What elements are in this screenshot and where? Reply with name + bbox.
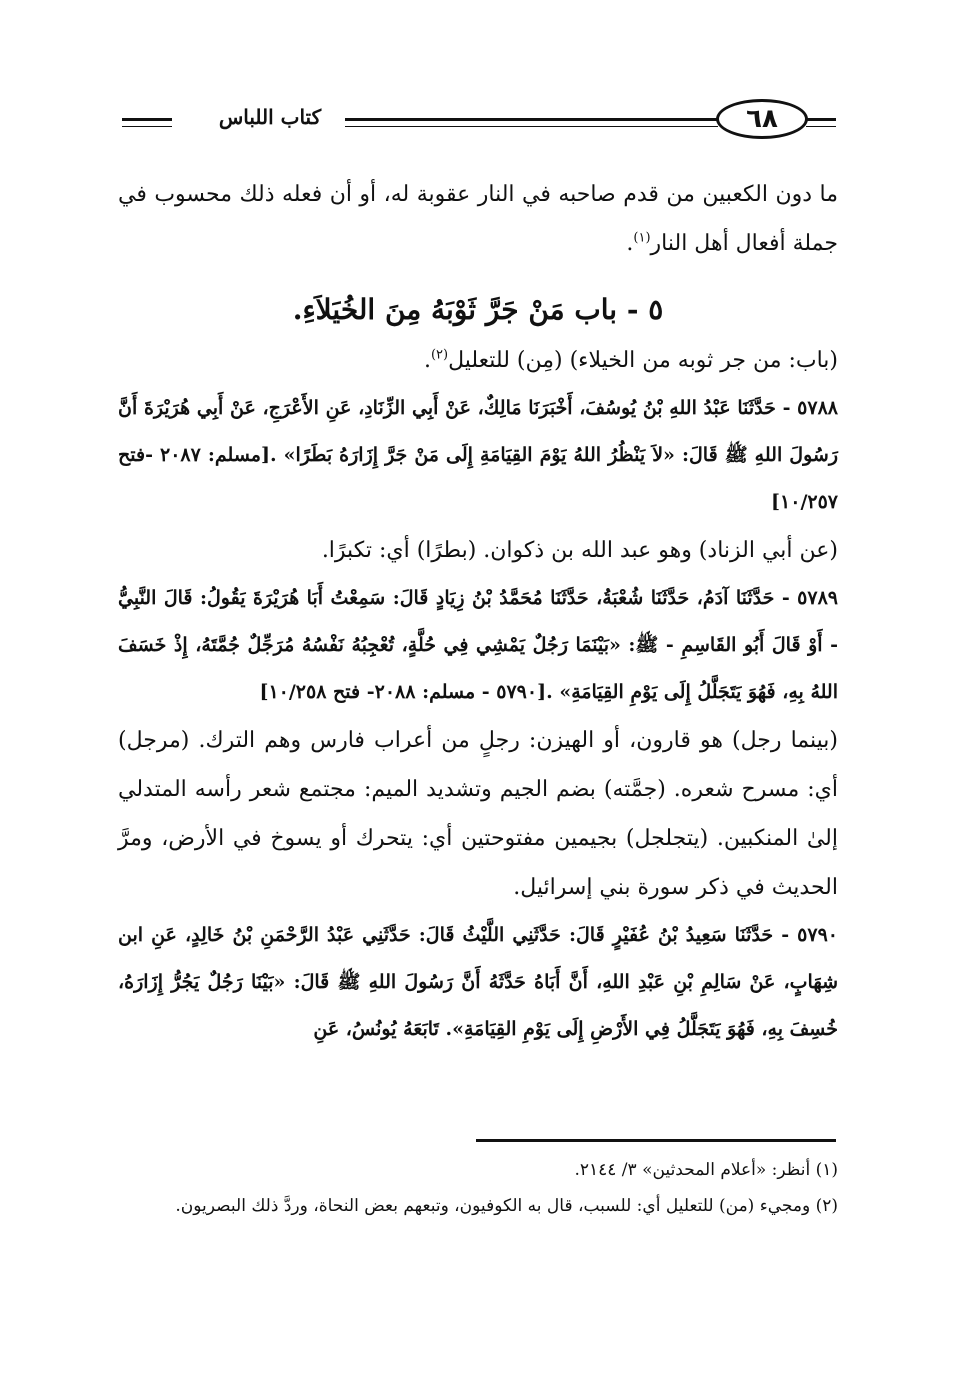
main-text bbox=[118, 170, 838, 1053]
header-rule-right-bottom bbox=[806, 126, 836, 127]
hadith-5788: ٥٧٨٨ - حَدَّثَنَا عَبْدُ اللهِ بْنُ يُوسُفَ، أَخْبَرَنَا مَالِكٌ، عَنْ أَبِي الزِّنَادِ، عَنِ الأَعْرَجِ، عَنْ أَبِي هُرَيْرَةَ أَنَّ رَسُولَ اللهِ ﷺ قَالَ: «لاَ يَنْظُرُ اللهُ يَوْمَ القِيَامَةِ إِلَى مَنْ جَرَّ إِزَارَهُ بَطَرًا» .[مسلم: ٢٠٨٧ -فتح ١٠/٢٥٧] bbox=[118, 397, 838, 513]
book-title: كتاب اللباس bbox=[218, 105, 322, 129]
footnote-separator bbox=[476, 1139, 836, 1142]
footnote-ref-1: (١) bbox=[633, 230, 651, 246]
chapter-title: ٥ - باب مَنْ جَرَّ ثَوْبَهُ مِنَ الخُيَلاَءِ. bbox=[292, 293, 664, 326]
page-number: ٦٨ bbox=[716, 99, 808, 139]
chapter-note bbox=[118, 336, 838, 385]
intro-end: . bbox=[626, 231, 634, 256]
footnotes bbox=[118, 1152, 838, 1224]
hadith-5789: ٥٧٨٩ - حَدَّثَنَا آدَمُ، حَدَّثَنَا شُعْبَةُ، حَدَّثَنَا مُحَمَّدُ بْنُ زِيَادٍ قَالَ: سَمِعْتُ أَبَا هُرَيْرَةَ يَقُولُ: قَالَ النَّبِيُّ - أَوْ قَالَ أَبُو القَاسِمِ - ﷺ: «بَيْنَمَا رَجُلٌ يَمْشِي فِي حُلَّةٍ، تُعْجِبُهُ نَفْسُهُ مُرَجِّلٌ جُمَّتَهُ، إِذْ خَسَفَ اللهُ بِهِ، فَهُوَ يَتَجَلَّلُ إِلَى يَوْمِ القِيَامَةِ» .[٥٧٩٠ - مسلم: ٢٠٨٨- فتح ١٠/٢٥٨] bbox=[118, 587, 838, 703]
footnote-ref-2: (٢) bbox=[430, 347, 449, 363]
header-rule-middle-bottom bbox=[345, 126, 718, 127]
footnote-2: (٢) ومجيء (من) للتعليل أي: للسبب، قال به الكوفيون، وتبعهم بعض النحاة، وردَّ ذلك البصريون. bbox=[175, 1196, 838, 1216]
explanation-5789: (بينما رجل) هو قارون، أو الهيزن: رجلٍ من أعراب فارس وهم الترك. (مرجل) أي: مسرح شعره. (جمَّته) بضم الجيم وتشديد الميم: مجتمع شعر رأسه المتدلي إلىٰ المنكبين. (يتجلجل) بجيمين مفتوحتين أي: يتحرك أو يسوخ في الأرض، ومرَّ الحديث في ذكر سورة بني إسرائيل. bbox=[118, 728, 838, 900]
header-rule-left-top bbox=[122, 118, 172, 121]
header-rule-middle-top bbox=[345, 118, 718, 121]
intro-paragraph bbox=[118, 170, 838, 268]
header-rule-right-top bbox=[806, 118, 836, 121]
chapter-note-text: (باب: من جر ثوبه من الخيلاء) (مِن) للتعليل bbox=[448, 348, 838, 373]
header-rule-left-bottom bbox=[122, 126, 172, 127]
explanation-5788: (عن أبي الزناد) وهو عبد الله بن ذكوان. (بطرًا) أي: تكبرًا. bbox=[321, 538, 838, 563]
hadith-5790: ٥٧٩٠ - حَدَّثَنَا سَعِيدُ بْنُ عُفَيْرٍ قَالَ: حَدَّثَنِي اللَّيْثُ قَالَ: حَدَّثَنِي عَبْدُ الرَّحْمَنِ بْنُ خَالِدٍ، عَنِ ابن شِهَابٍ، عَنْ سَالِمِ بْنِ عَبْدِ اللهِ، أَنَّ أَبَاهُ حَدَّثَهُ أَنَّ رَسُولَ اللهِ ﷺ قَالَ: «بَيْنَا رَجُلٌ يَجُرُّ إِزَارَهُ، خُسِفَ بِهِ، فَهُوَ يَتَجَلَّلُ فِي الأَرْضِ إِلَى يَوْمِ القِيَامَةِ». تَابَعَهُ يُونُسُ، عَنِ bbox=[118, 924, 838, 1040]
chapter-note-end: . bbox=[423, 348, 431, 373]
page-header bbox=[0, 95, 960, 155]
intro-text: ما دون الكعبين من قدم صاحبه في النار عقوبة له، أو أن فعله ذلك محسوب في جملة أفعال أهل النار bbox=[118, 182, 839, 256]
footnote-1: (١) أنظر: «أعلام المحدثين» ٣/ ٢١٤٤. bbox=[574, 1160, 838, 1180]
